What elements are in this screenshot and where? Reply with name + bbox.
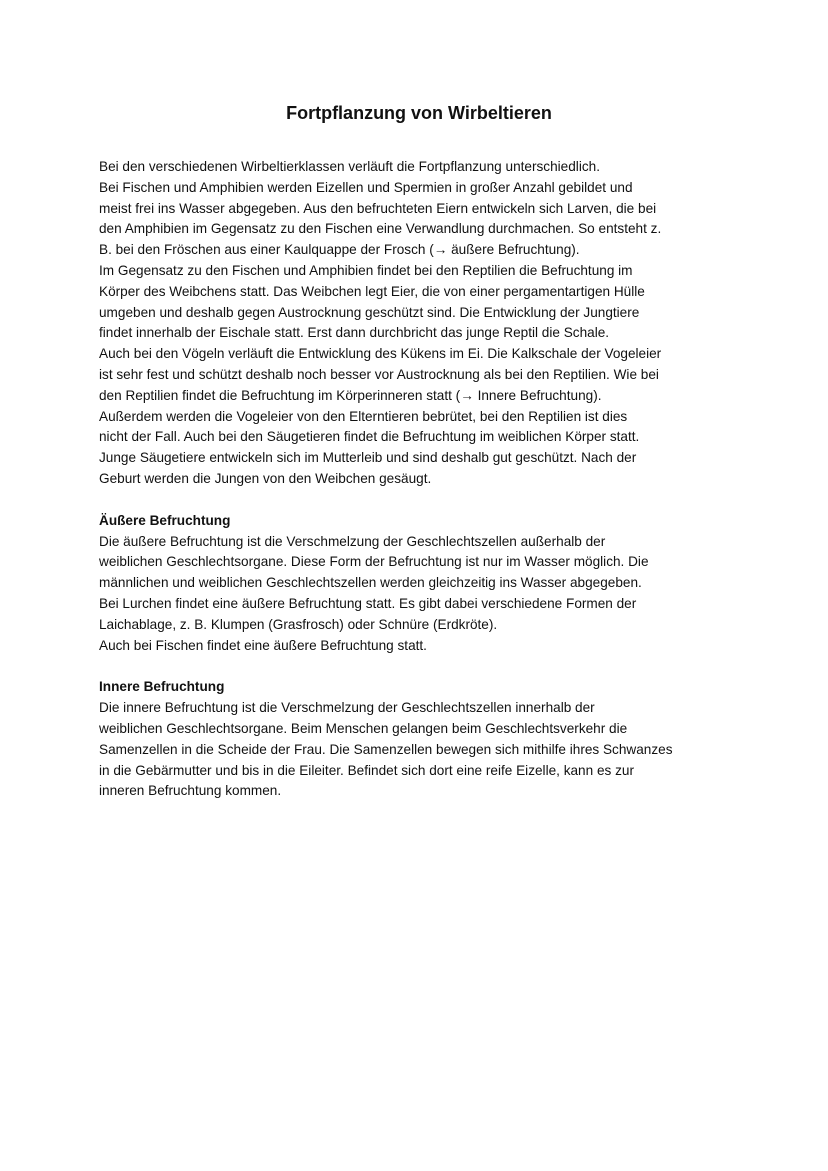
section-line: inneren Befruchtung kommen.: [99, 783, 282, 799]
intro-line: Im Gegensatz zu den Fischen und Amphibien findet bei den Reptilien die Befruchtung im: [99, 262, 633, 278]
section-line: Samenzellen in die Scheide der Frau. Die Samenzellen bewegen sich mithilfe ihres Schwanzes: [99, 741, 673, 757]
section-line: Die äußere Befruchtung ist die Verschmelzung der Geschlechtszellen außerhalb der: [99, 533, 606, 549]
section-line: weiblichen Geschlechtsorgane. Diese Form der Befruchtung ist nur im Wasser möglich. Die: [99, 554, 649, 570]
section-line: Laichablage, z. B. Klumpen (Grasfrosch) oder Schnüre (Erdkröte).: [99, 616, 498, 632]
document-title: Fortpflanzung von Wirbeltieren: [286, 103, 552, 123]
intro-line: nicht der Fall. Auch bei den Säugetieren findet die Befruchtung im weiblichen Körper statt.: [99, 429, 640, 445]
intro-line: Außerdem werden die Vogeleier von den Elterntieren bebrütet, bei den Reptilien ist dies: [99, 408, 628, 424]
section-external-fertilization: [99, 511, 739, 657]
intro-line: ist sehr fest und schützt deshalb noch besser vor Austrocknung als bei den Reptilien. Wie bei: [99, 366, 659, 382]
intro-line: Auch bei den Vögeln verläuft die Entwicklung des Kükens im Ei. Die Kalkschale der Vogeleier: [99, 346, 662, 362]
intro-line: Junge Säugetiere entwickeln sich im Mutterleib und sind deshalb gut geschützt. Nach der: [99, 450, 637, 466]
intro-line: Körper des Weibchens statt. Das Weibchen legt Eier, die von einer pergamentartigen Hülle: [99, 283, 645, 299]
intro-line: meist frei ins Wasser abgegeben. Aus den befruchteten Eiern entwickeln sich Larven, die bei: [99, 200, 657, 216]
intro-line: Bei den verschiedenen Wirbeltierklassen verläuft die Fortpflanzung unterschiedlich.: [99, 159, 600, 174]
intro-paragraph: [99, 157, 739, 490]
document-content: [99, 100, 739, 802]
intro-line: den Amphibien im Gegensatz zu den Fischen eine Verwandlung durchmachen. So entsteht z.: [99, 221, 662, 237]
section-line: in die Gebärmutter und bis in die Eileiter. Befindet sich dort eine reife Eizelle, kann es zur: [99, 762, 634, 778]
section-heading: Äußere Befruchtung: [99, 512, 231, 528]
intro-line: den Reptilien findet die Befruchtung im Körperinneren statt (→ Innere Befruchtung).: [99, 387, 602, 403]
intro-line: findet innerhalb der Eischale statt. Erst dann durchbricht das junge Reptil die Schale.: [99, 325, 610, 341]
section-line: Die innere Befruchtung ist die Verschmelzung der Geschlechtszellen innerhalb der: [99, 700, 595, 716]
section-line: Bei Lurchen findet eine äußere Befruchtung statt. Es gibt dabei verschiedene Formen der: [99, 595, 637, 611]
intro-line: Bei Fischen und Amphibien werden Eizellen und Spermien in großer Anzahl gebildet und: [99, 179, 633, 195]
section-line: weiblichen Geschlechtsorgane. Beim Menschen gelangen beim Geschlechtsverkehr die: [99, 720, 628, 736]
section-line: Auch bei Fischen findet eine äußere Befruchtung statt.: [99, 637, 427, 653]
intro-line: Geburt werden die Jungen von den Weibchen gesäugt.: [99, 470, 432, 486]
section-heading: Innere Befruchtung: [99, 679, 225, 695]
intro-line: B. bei den Fröschen aus einer Kaulquappe der Frosch (→ äußere Befruchtung).: [99, 242, 580, 258]
intro-line: umgeben und deshalb gegen Austrocknung geschützt sind. Die Entwicklung der Jungtiere: [99, 304, 640, 320]
section-line: männlichen und weiblichen Geschlechtszellen werden gleichzeitig ins Wasser abgegeben.: [99, 575, 642, 591]
section-internal-fertilization: [99, 677, 739, 802]
